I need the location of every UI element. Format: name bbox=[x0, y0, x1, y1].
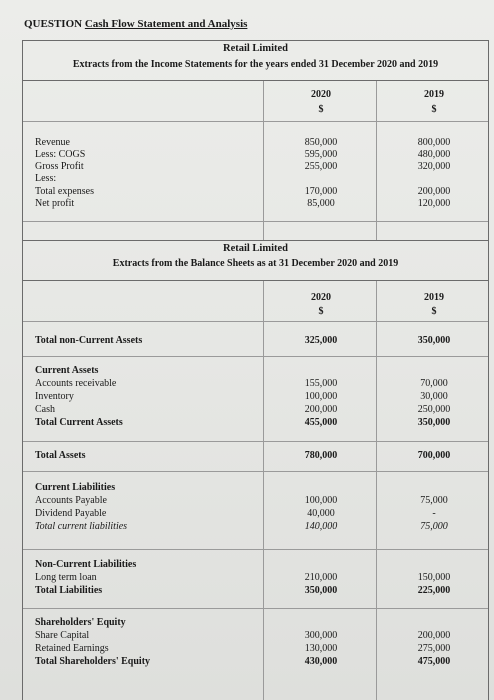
value-2019: 70,000 bbox=[420, 378, 448, 389]
row-label: Non-Current Liabilities bbox=[35, 559, 137, 570]
value-2019: 120,000 bbox=[417, 198, 451, 209]
row-label: Dividend Payable bbox=[35, 508, 107, 519]
row-label: Retained Earnings bbox=[35, 643, 109, 654]
row-label: Shareholders' Equity bbox=[35, 617, 126, 628]
value-2019: 800,000 bbox=[417, 137, 451, 148]
balance-table bbox=[22, 280, 489, 700]
balance-header-box bbox=[22, 240, 489, 281]
value-2020: 210,000 bbox=[304, 572, 338, 583]
balance-col2-year: 2019 bbox=[424, 292, 444, 303]
value-2020: 130,000 bbox=[304, 643, 338, 654]
row-label: Long term loan bbox=[35, 572, 97, 583]
row-label: Total Shareholders' Equity bbox=[35, 656, 151, 667]
row-label: Revenue bbox=[35, 137, 70, 148]
balance-subtitle: Extracts from the Balance Sheets as at 31 December 2020 and 2019 bbox=[112, 258, 399, 269]
row-label: Total current liabilities bbox=[35, 521, 128, 532]
value-2019: 275,000 bbox=[417, 643, 451, 654]
income-header-box bbox=[22, 40, 489, 81]
row-label: Less: COGS bbox=[35, 149, 86, 160]
value-2020: 780,000 bbox=[304, 450, 338, 461]
value-2020: 300,000 bbox=[304, 630, 338, 641]
income-subtitle: Extracts from the Income Statements for the years ended 31 December 2020 and 2019 bbox=[72, 59, 439, 70]
value-2019: 75,000 bbox=[420, 495, 448, 506]
value-2019: 250,000 bbox=[417, 404, 451, 415]
value-2020: 170,000 bbox=[304, 186, 338, 197]
value-2019: 320,000 bbox=[417, 161, 451, 172]
value-2019: 200,000 bbox=[417, 186, 451, 197]
row-label: Total Current Assets bbox=[35, 417, 123, 428]
balance-col1-unit: $ bbox=[318, 306, 324, 317]
row-label: Cash bbox=[35, 404, 55, 415]
income-col1-year: 2020 bbox=[311, 89, 331, 100]
value-2020: 140,000 bbox=[304, 521, 338, 532]
value-2019: - bbox=[432, 508, 436, 519]
row-label: Share Capital bbox=[35, 630, 90, 641]
row-label: Current Liabilities bbox=[35, 482, 116, 493]
income-table bbox=[22, 80, 489, 241]
question-topic: Cash Flow Statement and Analysis bbox=[84, 18, 248, 30]
row-label: Accounts receivable bbox=[35, 378, 117, 389]
value-2019: 75,000 bbox=[420, 521, 448, 532]
value-2020: 85,000 bbox=[307, 198, 335, 209]
value-2020: 595,000 bbox=[304, 149, 338, 160]
row-label: Total Liabilities bbox=[35, 585, 103, 596]
balance-col2-unit: $ bbox=[431, 306, 437, 317]
balance-col1-year: 2020 bbox=[311, 292, 331, 303]
value-2020: 350,000 bbox=[304, 585, 338, 596]
balance-company: Retail Limited bbox=[222, 243, 289, 254]
question-title bbox=[24, 18, 247, 30]
row-label: Less: bbox=[35, 173, 57, 184]
value-2020: 455,000 bbox=[304, 417, 338, 428]
value-2019: 225,000 bbox=[417, 585, 451, 596]
row-label: Net profit bbox=[35, 198, 75, 209]
value-2020: 850,000 bbox=[304, 137, 338, 148]
value-2020: 155,000 bbox=[304, 378, 338, 389]
row-label: Total non-Current Assets bbox=[35, 335, 143, 346]
income-col1-unit: $ bbox=[318, 104, 324, 115]
value-2019: 700,000 bbox=[417, 450, 451, 461]
value-2020: 40,000 bbox=[307, 508, 335, 519]
value-2019: 480,000 bbox=[417, 149, 451, 160]
row-label: Inventory bbox=[35, 391, 74, 402]
row-label: Total expenses bbox=[35, 186, 95, 197]
value-2020: 430,000 bbox=[304, 656, 338, 667]
row-label: Accounts Payable bbox=[35, 495, 107, 506]
income-col2-year: 2019 bbox=[424, 89, 444, 100]
value-2020: 325,000 bbox=[304, 335, 338, 346]
value-2020: 100,000 bbox=[304, 391, 338, 402]
value-2020: 100,000 bbox=[304, 495, 338, 506]
value-2020: 255,000 bbox=[304, 161, 338, 172]
value-2019: 350,000 bbox=[417, 335, 451, 346]
value-2019: 200,000 bbox=[417, 630, 451, 641]
question-prefix: QUESTION bbox=[24, 18, 83, 30]
value-2019: 30,000 bbox=[420, 391, 448, 402]
value-2019: 350,000 bbox=[417, 417, 451, 428]
value-2020: 200,000 bbox=[304, 404, 338, 415]
value-2019: 150,000 bbox=[417, 572, 451, 583]
value-2019: 475,000 bbox=[417, 656, 451, 667]
row-label: Total Assets bbox=[35, 450, 86, 461]
income-company: Retail Limited bbox=[222, 43, 289, 54]
income-col2-unit: $ bbox=[431, 104, 437, 115]
row-label: Gross Profit bbox=[35, 161, 84, 172]
row-label: Current Assets bbox=[35, 365, 99, 376]
